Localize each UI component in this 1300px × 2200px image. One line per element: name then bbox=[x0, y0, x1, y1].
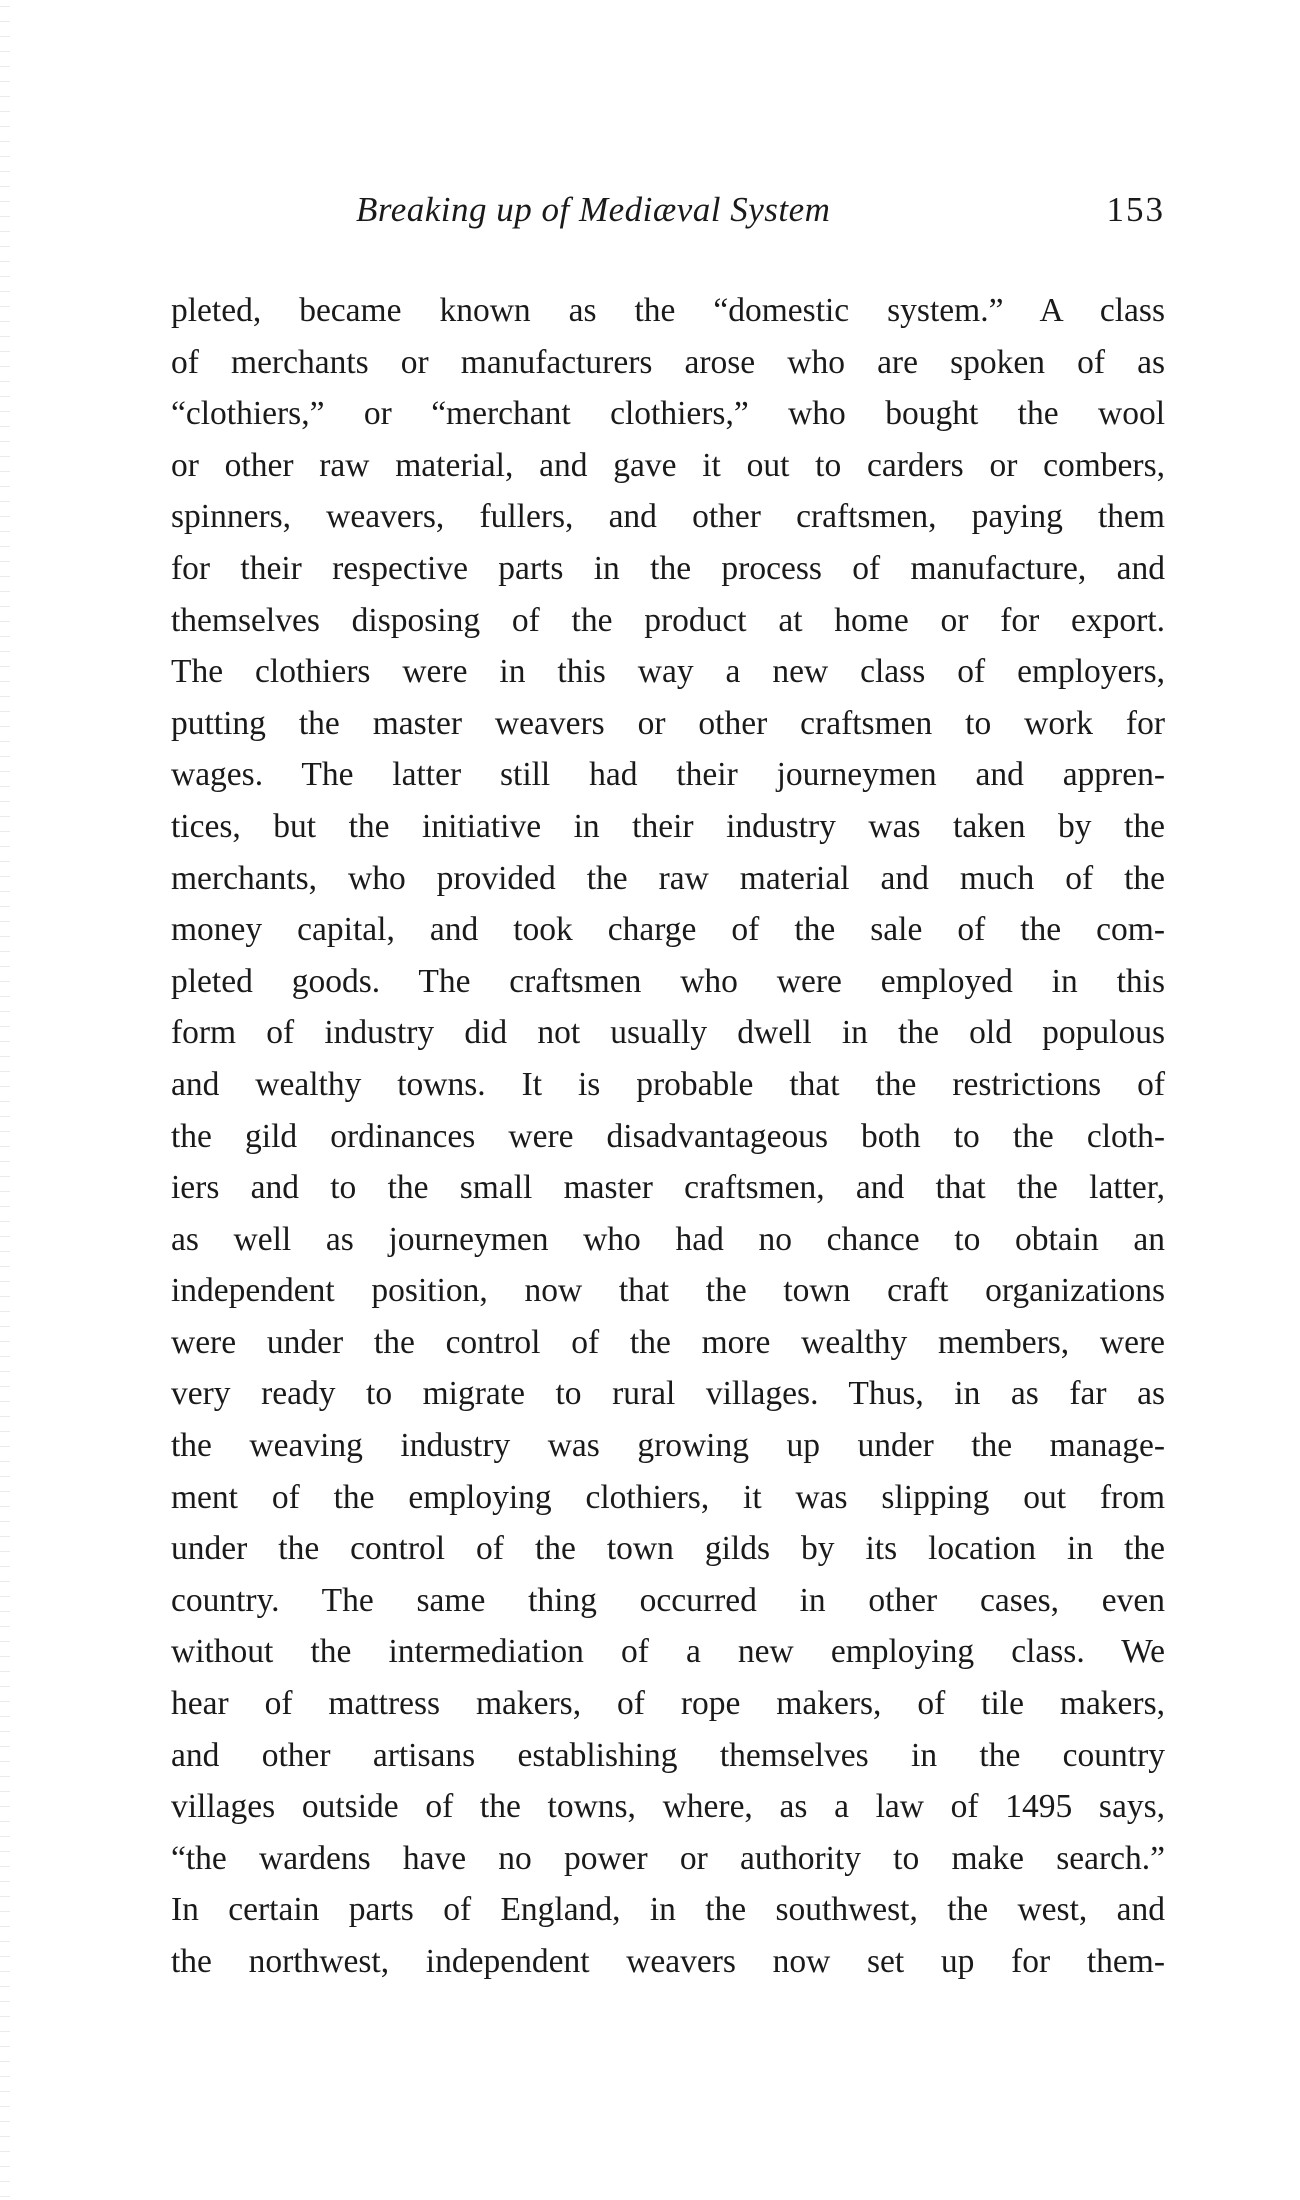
text-line: and wealthy towns. It is probable that the restrictions of bbox=[171, 1065, 1165, 1103]
text-line: the gild ordinances were disadvantageous both to the cloth- bbox=[171, 1117, 1165, 1155]
text-line: very ready to migrate to rural villages. Thus, in as far as bbox=[171, 1375, 1165, 1413]
text-line: of merchants or manufacturers arose who are spoken of as bbox=[171, 343, 1165, 381]
text-line: iers and to the small master craftsmen, and that the latter, bbox=[171, 1169, 1165, 1207]
text-line: independent position, now that the town craft organizations bbox=[171, 1272, 1165, 1310]
text-line: for their respective parts in the process of manufacture, and bbox=[171, 549, 1165, 587]
text-line: themselves disposing of the product at home or for export. bbox=[171, 601, 1165, 639]
text-line: or other raw material, and gave it out to carders or combers, bbox=[171, 446, 1165, 484]
text-line: country. The same thing occurred in other cases, even bbox=[171, 1581, 1165, 1619]
page-number: 153 bbox=[1106, 190, 1165, 229]
text-line: without the intermediation of a new employing class. We bbox=[171, 1633, 1165, 1671]
text-line: villages outside of the towns, where, as a law of 1495 says, bbox=[171, 1788, 1165, 1826]
text-line: The clothiers were in this way a new class of employers, bbox=[171, 653, 1165, 691]
text-line: the weaving industry was growing up under the manage- bbox=[171, 1427, 1165, 1465]
text-line: the northwest, independent weavers now set up for them- bbox=[171, 1943, 1165, 1980]
text-line: as well as journeymen who had no chance to obtain an bbox=[171, 1220, 1165, 1258]
text-line: money capital, and took charge of the sale of the com- bbox=[171, 911, 1165, 949]
text-line: under the control of the town gilds by its location in the bbox=[171, 1530, 1165, 1568]
page-header bbox=[171, 190, 1165, 240]
text-line: tices, but the initiative in their industry was taken by the bbox=[171, 807, 1165, 845]
body-text bbox=[171, 285, 1165, 1988]
text-line: putting the master weavers or other craftsmen to work for bbox=[171, 704, 1165, 742]
text-line: form of industry did not usually dwell in the old populous bbox=[171, 1014, 1165, 1052]
text-line: wages. The latter still had their journeymen and appren- bbox=[171, 756, 1165, 794]
text-line: “the wardens have no power or authority to make search.” bbox=[171, 1839, 1165, 1877]
scanned-page-edge bbox=[0, 0, 10, 2200]
text-line: hear of mattress makers, of rope makers, of tile makers, bbox=[171, 1685, 1165, 1723]
text-line: merchants, who provided the raw material and much of the bbox=[171, 859, 1165, 897]
text-line: ment of the employing clothiers, it was slipping out from bbox=[171, 1478, 1165, 1516]
text-line: “clothiers,” or “merchant clothiers,” who bought the wool bbox=[171, 395, 1165, 433]
text-line: pleted goods. The craftsmen who were employed in this bbox=[171, 962, 1165, 1000]
running-title: Breaking up of Mediæval System bbox=[356, 190, 831, 229]
text-line: pleted, became known as the “domestic system.” A class bbox=[171, 292, 1165, 329]
text-line: and other artisans establishing themselves in the country bbox=[171, 1736, 1165, 1774]
text-line: In certain parts of England, in the southwest, the west, and bbox=[171, 1891, 1165, 1929]
text-line: spinners, weavers, fullers, and other craftsmen, paying them bbox=[171, 498, 1165, 536]
text-line: were under the control of the more wealthy members, were bbox=[171, 1323, 1165, 1361]
